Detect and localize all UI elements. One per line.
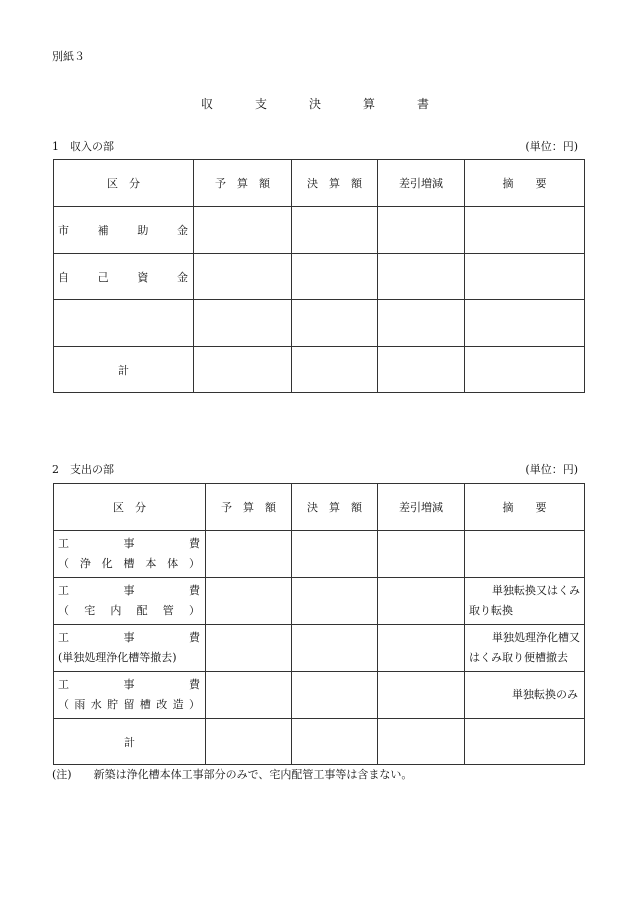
difference-cell — [378, 578, 465, 625]
budget-cell — [194, 254, 292, 300]
remarks-cell — [465, 254, 585, 300]
header-settlement: 決 算 額 — [292, 484, 378, 531]
document-label: 別紙３ — [52, 50, 85, 63]
row-label: 工 事 費 （ 宅 内 配 管 ） — [54, 578, 206, 625]
header-budget: 予 算 額 — [206, 484, 292, 531]
budget-cell — [206, 578, 292, 625]
income-header-row — [54, 160, 585, 207]
table-row — [54, 207, 585, 254]
expense-header-row — [54, 484, 585, 531]
page-title: 収 支 決 算 書 — [200, 97, 444, 111]
header-settlement: 決 算 額 — [292, 160, 378, 207]
remarks-cell — [465, 207, 585, 254]
remarks-cell — [465, 347, 585, 393]
row-label: 工 事 費 （ 雨 水 貯 留 槽 改 造 ） — [54, 672, 206, 719]
settlement-cell — [292, 625, 378, 672]
table-row — [54, 531, 585, 578]
header-budget: 予 算 額 — [194, 160, 292, 207]
total-row — [54, 347, 585, 393]
income-unit-label: (単位：円) — [525, 140, 578, 153]
budget-cell — [206, 719, 292, 765]
settlement-cell — [292, 578, 378, 625]
budget-cell — [194, 207, 292, 254]
row-label: 自 己 資 金 — [54, 254, 194, 300]
income-section-heading: 1 収入の部 — [52, 140, 114, 153]
difference-cell — [378, 719, 465, 765]
total-label: 計 — [54, 719, 206, 765]
table-row — [54, 254, 585, 300]
expense-unit-label: (単位：円) — [525, 463, 578, 476]
header-remarks: 摘 要 — [465, 484, 585, 531]
total-row — [54, 719, 585, 765]
expense-section-heading: 2 支出の部 — [52, 463, 114, 476]
budget-cell — [206, 672, 292, 719]
header-category: 区 分 — [54, 160, 194, 207]
expense-table — [53, 483, 585, 765]
difference-cell — [378, 531, 465, 578]
remarks-cell — [465, 300, 585, 347]
total-label: 計 — [54, 347, 194, 393]
income-table — [53, 159, 585, 393]
remarks-cell: 単独転換のみ — [465, 672, 585, 719]
difference-cell — [378, 207, 465, 254]
budget-cell — [194, 347, 292, 393]
remarks-cell — [465, 531, 585, 578]
settlement-cell — [292, 672, 378, 719]
remarks-cell — [465, 719, 585, 765]
settlement-cell — [292, 719, 378, 765]
settlement-cell — [292, 347, 378, 393]
remarks-cell: 単独処理浄化槽又 はくみ取り便槽撤去 — [465, 625, 585, 672]
remarks-cell: 単独転換又はくみ 取り転換 — [465, 578, 585, 625]
budget-cell — [206, 625, 292, 672]
row-label: 工 事 費 (単独処理浄化槽等撤去) — [54, 625, 206, 672]
difference-cell — [378, 300, 465, 347]
difference-cell — [378, 254, 465, 300]
header-difference: 差引増減 — [378, 484, 465, 531]
row-label: 市 補 助 金 — [54, 207, 194, 254]
header-remarks: 摘 要 — [465, 160, 585, 207]
settlement-cell — [292, 254, 378, 300]
header-difference: 差引増減 — [378, 160, 465, 207]
header-category: 区 分 — [54, 484, 206, 531]
budget-cell — [206, 531, 292, 578]
row-label — [54, 300, 194, 347]
table-row — [54, 300, 585, 347]
table-row — [54, 625, 585, 672]
difference-cell — [378, 672, 465, 719]
difference-cell — [378, 347, 465, 393]
settlement-cell — [292, 531, 378, 578]
row-label: 工 事 費 （ 浄 化 槽 本 体 ） — [54, 531, 206, 578]
difference-cell — [378, 625, 465, 672]
budget-cell — [194, 300, 292, 347]
footnote: (注) 新築は浄化槽本体工事部分のみで、宅内配管工事等は含まない。 — [52, 768, 413, 781]
table-row — [54, 672, 585, 719]
settlement-cell — [292, 207, 378, 254]
table-row — [54, 578, 585, 625]
settlement-cell — [292, 300, 378, 347]
